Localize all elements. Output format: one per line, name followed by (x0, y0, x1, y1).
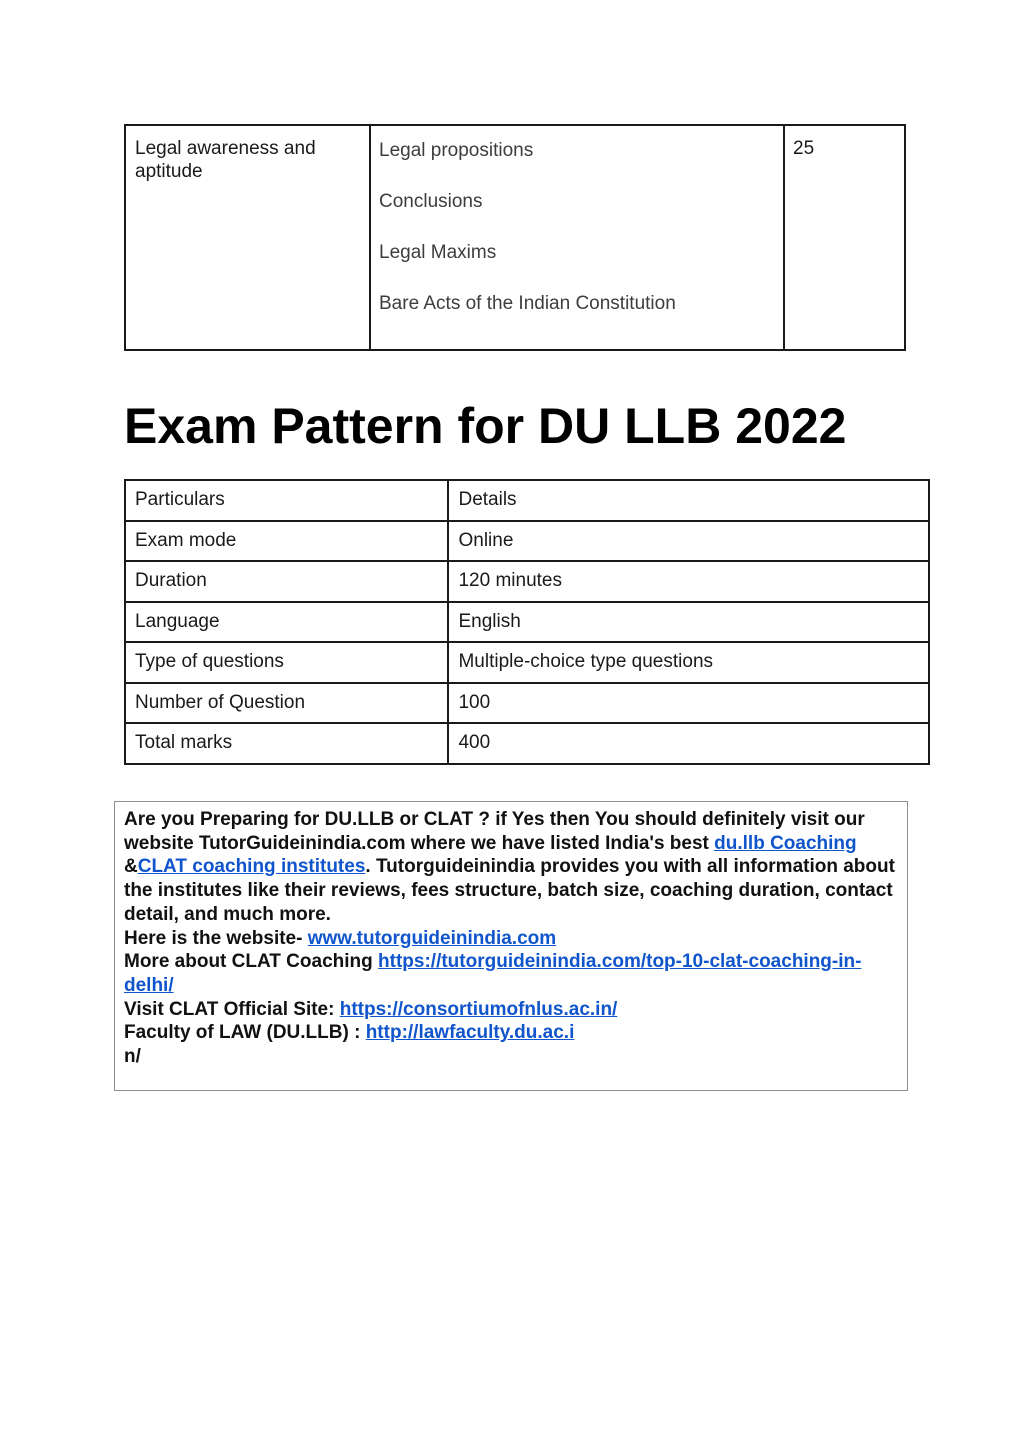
table-row (125, 602, 929, 643)
info-intro-rest: . Tutorguideinindia provides you with all information about the institutes like their reviews, fees structure, batch size, coaching duration, contact detail, and much more. (124, 856, 895, 925)
topics-cell (370, 125, 784, 350)
table-cell: Total marks (125, 723, 448, 764)
table-cell: Number of Question (125, 683, 448, 724)
page-title: Exam Pattern for DU LLB 2022 (124, 398, 847, 454)
table-cell: Type of questions (125, 642, 448, 683)
clat-coaching-link[interactable]: CLAT coaching institutes (137, 856, 366, 878)
table-cell: Language (125, 602, 448, 643)
table-cell: English (448, 602, 929, 643)
website-line (124, 927, 898, 951)
website-link[interactable]: www.tutorguideinindia.com (307, 927, 557, 949)
dullb-coaching-link[interactable]: du.llb Coaching (714, 832, 857, 854)
clat-official-link[interactable]: https://consortiumofnlus.ac.in/ (339, 998, 618, 1020)
header-cell-details: Details (448, 480, 929, 521)
info-intro-text: Are you Preparing for DU.LLB or CLAT ? if Yes then You should definitely visit our website TutorGuideinindia.com where we have listed India's best (124, 809, 865, 854)
ampersand-text: & (124, 856, 138, 878)
official-line (124, 998, 898, 1022)
marks-value: 25 (793, 138, 815, 159)
table-row (125, 125, 905, 350)
table-cell: Exam mode (125, 521, 448, 562)
faculty-label: Faculty of LAW (DU.LLB) : (124, 1022, 366, 1044)
topics-list (371, 126, 783, 316)
table-cell: Duration (125, 561, 448, 602)
more-line (124, 950, 898, 997)
table-header-row (125, 480, 929, 521)
exam-pattern-table (124, 479, 930, 765)
table-row (125, 561, 929, 602)
table-cell: 100 (448, 683, 929, 724)
table-cell: 120 minutes (448, 561, 929, 602)
marks-cell (784, 125, 905, 350)
table-row (125, 642, 929, 683)
official-label: Visit CLAT Official Site: (124, 998, 340, 1020)
topic-item: Bare Acts of the Indian Constitution (379, 293, 676, 314)
header-cell-particulars: Particulars (125, 480, 448, 521)
clat-delhi-link[interactable]: https://tutorguideinindia.com/top-10-clat-coaching-in-delhi/ (124, 951, 862, 996)
section-cell (125, 125, 370, 350)
topic-item: Conclusions (379, 191, 483, 212)
more-label: More about CLAT Coaching (124, 951, 379, 973)
faculty-tail: n/ (124, 1046, 141, 1068)
table-cell: Online (448, 521, 929, 562)
topic-item: Legal Maxims (379, 242, 497, 263)
table-cell: 400 (448, 723, 929, 764)
faculty-line (124, 1021, 898, 1045)
section-name: Legal awareness and aptitude (135, 138, 316, 182)
table-row (125, 521, 929, 562)
table-row (125, 723, 929, 764)
website-label: Here is the website- (124, 927, 308, 949)
syllabus-table (124, 124, 906, 351)
table-cell: Multiple-choice type questions (448, 642, 929, 683)
law-faculty-link[interactable]: http://lawfaculty.du.ac.i (365, 1022, 575, 1044)
topic-item: Legal propositions (379, 140, 534, 161)
table-row (125, 683, 929, 724)
promo-info-box (114, 801, 908, 1091)
